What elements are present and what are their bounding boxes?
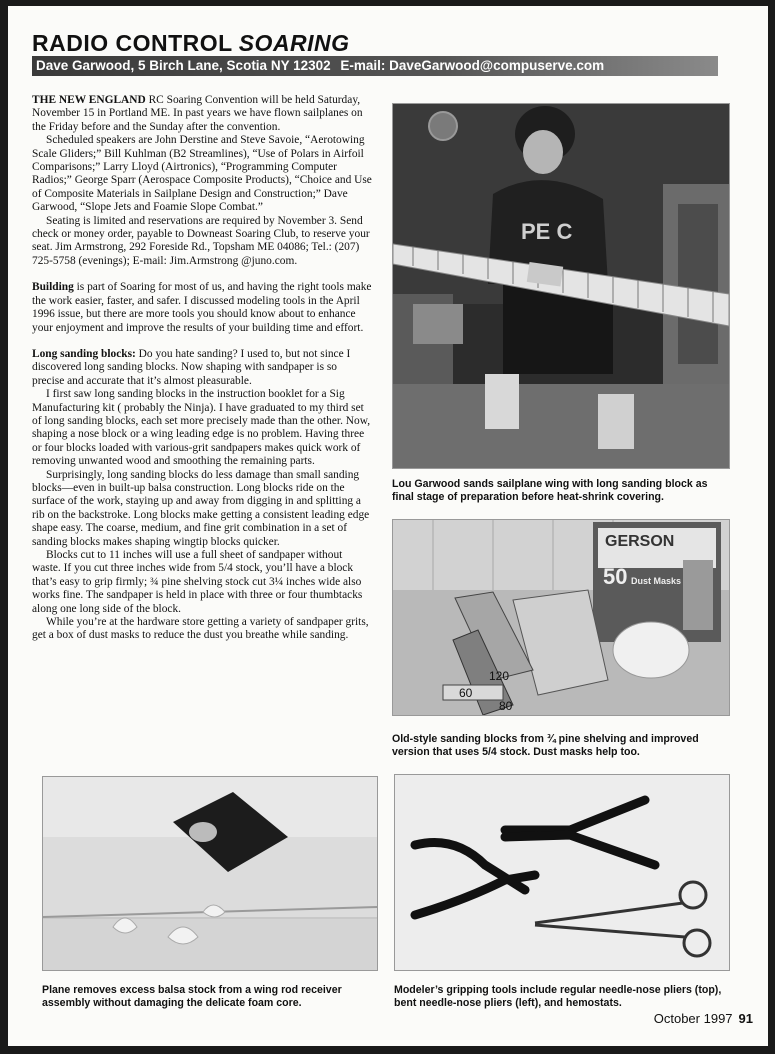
photo-sanding-blocks (392, 519, 730, 716)
title-italic: SOARING (238, 30, 350, 56)
page-number: 91 (738, 1011, 753, 1026)
box-count: 50 (603, 564, 628, 589)
column-title (32, 30, 350, 57)
caption-plane-tool: Plane removes excess balsa stock from a wing rod receiver assembly without damaging the delicate foam core. (42, 984, 342, 1009)
block-label: 60 (459, 686, 473, 700)
block-label: 80 (499, 699, 513, 713)
author-byline (32, 56, 718, 76)
paragraph: Long sanding blocks: Do you hate sanding? I used to, but not since I discovered long sanding blocks. Now shaping with sandpaper is so precise and accurate that it’s almost pleasurable. (32, 347, 351, 387)
photo-wing-sanding (392, 103, 730, 469)
svg-text:PE C: PE C (521, 219, 573, 244)
paragraph: Blocks cut to 11 inches will use a full sheet of sandpaper without waste. If you cut three inches wide from 5/4 stock, you’ll have a block that’s easy to grip firmly; ¾ pine shelving stock cut 3¼ inches wide also works fine. The sandpaper is held in place with three or four thumbtacks along one long side of the block. (32, 549, 363, 615)
caption-gripping-tools: Modeler’s gripping tools include regular needle-nose pliers (top), bent needle-nose pliers (left), and hemostats. (394, 984, 722, 1009)
caption-wing-sanding: Lou Garwood sands sailplane wing with long sanding block as final stage of preparation before heat-shrink covering. (392, 478, 708, 503)
lead-in: Long sanding blocks: (32, 347, 136, 360)
byline-email: E-mail: DaveGarwood@compuserve.com (340, 58, 605, 73)
block-label: 120 (489, 669, 510, 683)
byline-author: Dave Garwood, 5 Birch Lane, Scotia NY 12302 (36, 58, 331, 73)
lead-in: THE NEW ENGLAND (32, 94, 146, 106)
article-body (32, 94, 372, 643)
paragraph: THE NEW ENGLAND RC Soaring Convention will be held Saturday, November 15 in Portland ME. In past years we have flown sailplanes on the Friday before and the Sunday after the convention. (32, 94, 363, 133)
paragraph: Surprisingly, long sanding blocks do less damage than small sanding blocks—even in built-up balsa construction. Long blocks ride on the surface of the work, staying up and away from digging in and splitting a rib on the backstroke. Long blocks make getting a consistent leading edge shape easy. The coarse, medium, and fine grit combination in a set of sanding blocks makes shaping wingtip blocks quicker. (32, 468, 370, 548)
paragraph: Building is part of Soaring for most of us, and having the right tools make the work easier, faster, and safer. I discussed modeling tools in the April 1996 issue, but there are more tools you should know about to enhance your enjoyment and improve the results of your building time and effort. (32, 281, 372, 334)
caption-sanding-blocks: Old-style sanding blocks from ¾ pine shelving and improved version that uses 5/4 stock. Dust masks help too. (392, 733, 699, 758)
paragraph: Seating is limited and reservations are required by November 3. Send check or money order, payable to Downeast Soaring Club, to reserve your seat. Jim Armstrong, 292 Foreside Rd., Topsham ME 04086; Tel.: (207) 725-5758 (evenings); E-mail: Jim.Armstrong @juno.com. (32, 214, 370, 267)
box-label: Dust Masks (631, 576, 682, 586)
paragraph: I first saw long sanding blocks in the instruction booklet for a Sig Manufacturing kit ( probably the Ninja). I have graduated to my third set of long sanding blocks, each set more precisely made than the other. Now, shaping a nose block or a wing leading edge is no problem. Having three or four blocks loaded with various-grit sandpapers makes quick work of removing unwanted wood and smoothing the remaining parts. (32, 388, 371, 468)
photo-plane-tool (42, 776, 378, 971)
photo-gripping-tools (394, 774, 730, 971)
title-main: RADIO CONTROL (32, 30, 233, 56)
box-brand: GERSON (605, 533, 675, 550)
paragraph: Scheduled speakers are John Derstine and Steve Savoie, “Aerotowing Scale Gliders;” Bill Kuhlman (B2 Streamlines), “Use of Polars in Airfoil Comparisons;” Larry Lloyd (Airtronics), “Programming Computer Radios;” George Sparr (Aerospace Composite Products), “Choice and Use of Composite Materials in Sailplane Design and Construction;” Dave Garwood, “Slope Jets and Foamie Slope Combat.” (32, 134, 372, 214)
page-footer (654, 1011, 753, 1026)
paragraph: While you’re at the hardware store getting a variety of sandpaper grits, get a box of dust masks to reduce the dust you breathe while sanding. (32, 616, 369, 642)
issue-date: October 1997 (653, 1011, 733, 1026)
lead-in: Building (32, 281, 74, 294)
